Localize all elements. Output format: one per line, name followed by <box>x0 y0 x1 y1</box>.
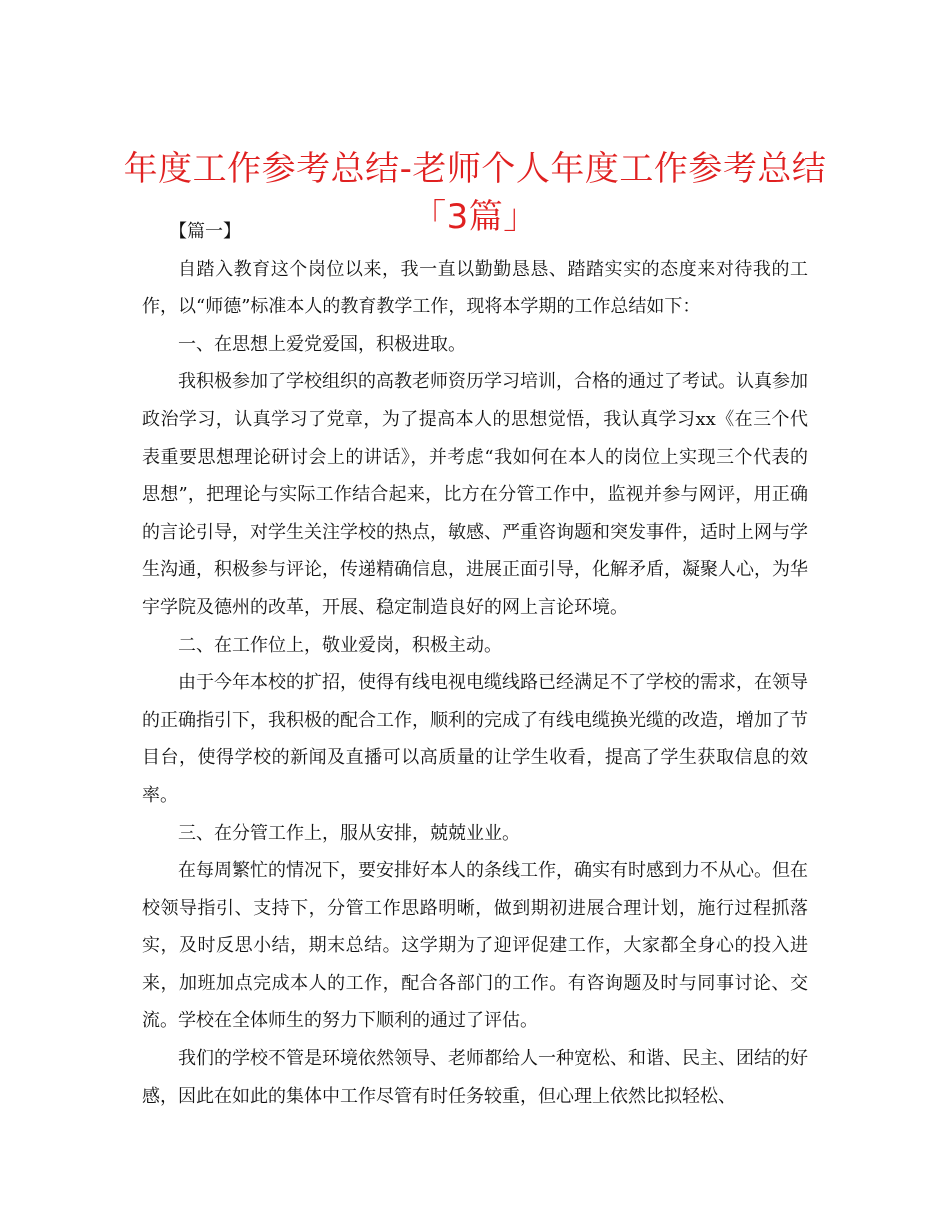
paragraph-school-environment: 我们的学校不管是环境依然领导、老师都给人一种宽松、和谐、民主、团结的好感，因此在如此的集体中工作尽管有时任务较重，但心理上依然比拟轻松、 <box>142 1048 808 1107</box>
paragraph-intro: 自踏入教育这个岗位以来，我一直以勤勤恳恳、踏踏实实的态度来对待我的工作，以“师德”标准本人的教育教学工作，现将本学期的工作总结如下： <box>142 258 808 318</box>
section-heading-2: 二、在工作位上，敬业爱岗，积极主动。 <box>178 634 502 656</box>
section-label: 【篇一】 <box>169 221 241 242</box>
document-title-line-1: 年度工作参考总结-老师个人年度工作参考总结 <box>123 148 827 189</box>
document-body <box>142 213 808 1115</box>
paragraph-political-study: 我积极参加了学校组织的高教老师资历学习培训，合格的通过了考试。认真参加政治学习，认真学习了党章，为了提高本人的思想觉悟，我认真学习xx《在三个代表重要思想理论研讨会上的讲话》，并考虑“我如何在本人的岗位上实现三个代表的思想”，把理论与实际工作结合起来，比方在分管工作中，监视并参与网评，用正确的言论引导，对学生关注学校的热点，敏感、严重咨询题和突发事件，适时上网与学生沟通，积极参与评论，传递精确信息，进展正面引导，化解矛盾，凝聚人心，为华宇学院及德州的改革，开展、稳定制造良好的网上言论环境。 <box>142 371 808 618</box>
section-heading-3: 三、在分管工作上，服从安排，兢兢业业。 <box>178 822 520 844</box>
section-heading-1: 一、在思想上爱党爱国，积极进取。 <box>178 333 466 355</box>
paragraph-cable-upgrade: 由于今年本校的扩招，使得有线电视电缆线路已经满足不了学校的需求，在领导的正确指引下，我积极的配合工作，顺利的完成了有线电缆换光缆的改造，增加了节目台，使得学校的新闻及直播可以高质量的让学生收看，提高了学生获取信息的效率。 <box>142 672 808 806</box>
paragraph-work-arrangement: 在每周繁忙的情况下，要安排好本人的条线工作，确实有时感到力不从心。但在校领导指引、支持下，分管工作思路明晰，做到期初进展合理计划，施行过程抓落实，及时反思小结，期末总结。这学期为了迎评促建工作，大家都全身心的投入进来，加班加点完成本人的工作，配合各部门的工作。有咨询题及时与同事讨论、交流。学校在全体师生的努力下顺利的通过了评估。 <box>142 860 808 1032</box>
document-title-line-2: 「3篇」 <box>412 196 538 237</box>
